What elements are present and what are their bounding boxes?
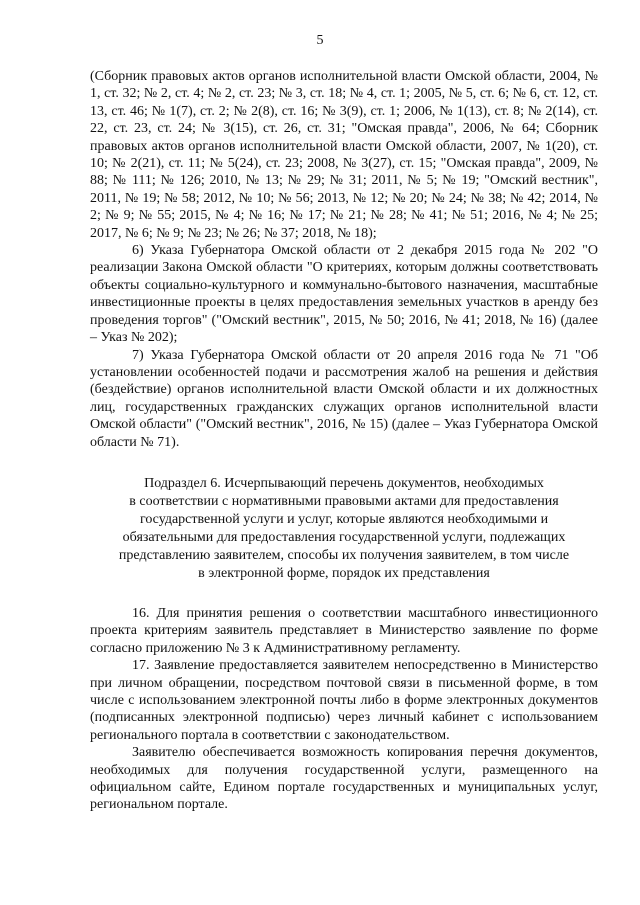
document-body bbox=[90, 68, 598, 814]
paragraph-16: 16. Для принятия решения о соответствии масштабного инвестиционного проекта критериям заявитель представляет в Министерство заявление по форме согласно приложению № 3 к Административному регламенту. bbox=[90, 605, 598, 656]
paragraph-sbornik: (Сборник правовых актов органов исполнительной власти Омской области, 2004, № 1, ст. 32; № 2, ст. 4; № 2, ст. 23; № 3, ст. 18; № 4, ст. 1; 2005, № 5, ст. 6; № 6, ст. 12, ст. 13, ст. 46; № 1(7), ст. 2; № 2(8), ст. 16; № 3(9), ст. 1; 2006, № 1(13), ст. 8; № 2(14), ст. 22, ст. 23, ст. 24; № 3(15), ст. 26, ст. 31; "Омская правда", 2006, № 64; Сборник правовых актов органов исполнительной власти Омской области, 2007, № 1(20), ст. 10; № 2(21), ст. 11; № 5(24), ст. 23; 2008, № 3(27), ст. 15; "Омская правда", 2009, № 88; № 111; № 126; 2010, № 13; № 29; № 31; 2011, № 5; № 19; "Омский вестник", 2011, № 19; № 58; 2012, № 10; № 56; 2013, № 12; № 20; № 24; № 38; № 42; 2014, № 2; № 9; № 55; 2015, № 4; № 16; № 17; № 21; № 28; № 41; № 51; 2016, № 4; № 25; 2017, № 6; № 9; № 23; № 26; № 37; 2018, № 18); bbox=[90, 69, 598, 241]
paragraph-copy-access: Заявителю обеспечивается возможность копирования перечня документов, необходимых для получения государственной услуги, размещенного на официальном сайте, Едином портале государственных и муниципальных услуг, региональном портале. bbox=[90, 745, 598, 813]
heading-line: Подраздел 6. Исчерпывающий перечень документов, необходимых bbox=[144, 475, 544, 491]
heading-line: представлению заявителем, способы их получения заявителем, в том числе bbox=[118, 547, 570, 563]
heading-line: обязательными для предоставления государственной услуги, подлежащих bbox=[122, 529, 566, 545]
paragraph-ukaz-71: 7) Указа Губернатора Омской области от 20 апреля 2016 года № 71 "Об установлении особенностей подачи и рассмотрения жалоб на решения и действия (бездействие) органов исполнительной власти Омской области и их должностных лиц, государственных гражданских служащих органов исполнительной власти Омской области" ("Омский вестник", 2016, № 15) (далее – Указ Губернатора Омской области № 71). bbox=[90, 347, 598, 450]
heading-line: государственной услуги и услуг, которые являются необходимыми и bbox=[139, 511, 549, 527]
heading-line: в электронной форме, порядок их представления bbox=[198, 565, 490, 581]
paragraph-ukaz-202: 6) Указа Губернатора Омской области от 2 декабря 2015 года № 202 "О реализации Закона Омской области "О критериях, которым должны соответствовать объекты социально-культурного и коммунально-бытового назначения, масштабные инвестиционные проекты в целях предоставления земельных участков в аренду без проведения торгов" ("Омский вестник", 2015, № 50; 2016, № 41; 2018, № 16) (далее – Указ № 202); bbox=[90, 243, 598, 346]
paragraph-17: 17. Заявление предоставляется заявителем непосредственно в Министерство при личном обращении, посредством почтовой связи в письменной форме, в том числе с использованием электронной почты либо в форме электронных документов (подписанных электронной подписью) через личный кабинет с использованием регионального портала в соответствии с законодательством. bbox=[90, 658, 598, 743]
page-number: 5 bbox=[316, 33, 324, 48]
heading-line: в соответствии с нормативными правовыми актами для предоставления bbox=[129, 493, 559, 509]
subsection-heading bbox=[90, 475, 598, 583]
